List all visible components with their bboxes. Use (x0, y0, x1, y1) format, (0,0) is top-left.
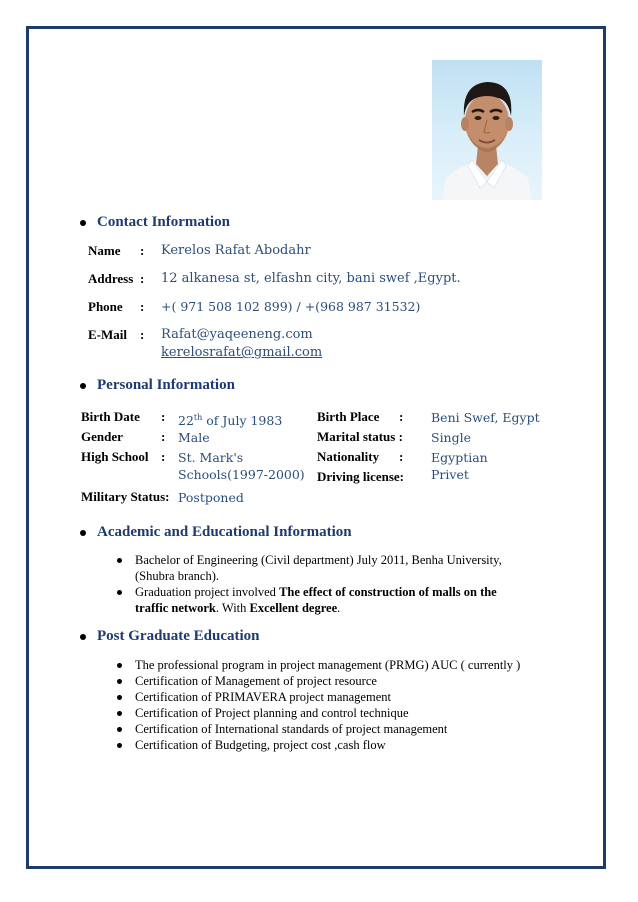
military-label: Military Status: (81, 489, 170, 504)
bullet-icon (80, 530, 86, 536)
section-academic-heading (80, 524, 352, 541)
birth-day-suffix: th (193, 413, 203, 422)
address-label: Address (88, 271, 134, 286)
driving-value: Privet (431, 467, 469, 482)
birth-month-year: of July 1983 (202, 413, 283, 429)
list-item: Certification of Management of project resource (115, 673, 520, 689)
list-item: Certification of Project planning and control technique (115, 705, 520, 721)
name-value: Kerelos Rafat Abodahr (161, 243, 311, 258)
section-title: Personal Information (97, 377, 235, 393)
marital-value: Single (431, 430, 472, 445)
list-item (115, 552, 502, 584)
colon: : (140, 243, 145, 258)
high-school-value-2: Schools(1997-2000) (178, 467, 305, 482)
colon: : (399, 409, 404, 424)
section-title: Contact Information (97, 214, 230, 230)
email-label: E-Mail (88, 327, 127, 342)
gender-label: Gender (81, 429, 123, 444)
bullet-icon (80, 220, 86, 226)
list-item-bold: traffic network (135, 601, 216, 615)
colon: : (161, 429, 166, 444)
birth-place-label: Birth Place (317, 409, 380, 424)
birth-date-value (178, 409, 282, 429)
birth-date-label: Birth Date (81, 409, 140, 424)
address-value: 12 alkanesa st, elfashn city, bani swef ,Egypt. (161, 271, 461, 286)
nationality-value: Egyptian (431, 450, 488, 465)
list-item-text: . With (215, 601, 250, 615)
list-item-bold: The effect of construction of malls on the (279, 585, 497, 599)
marital-label: Marital status : (317, 429, 403, 444)
list-item-bold: Excellent degree (249, 601, 338, 615)
list-item: The professional program in project management (PRMG) AUC ( currently ) (115, 657, 520, 673)
email-link-1[interactable]: Rafat@yaqeeneng.com (161, 327, 313, 342)
list-item-text: . (337, 601, 341, 615)
list-item-text: Bachelor of Engineering (Civil department) July 2011, Benha University, (135, 553, 502, 567)
colon: : (140, 327, 145, 342)
list-item: Certification of International standards of project management (115, 721, 520, 737)
section-title: Academic and Educational Information (97, 524, 352, 540)
section-contact-heading (80, 214, 230, 231)
high-school-value-1: St. Mark's (178, 450, 244, 465)
section-personal-heading (80, 377, 235, 394)
profile-photo (432, 60, 542, 200)
postgrad-list (115, 657, 520, 753)
colon: : (140, 271, 145, 286)
academic-list (115, 552, 502, 616)
nationality-label: Nationality (317, 449, 380, 464)
list-item: Certification of PRIMAVERA project management (115, 689, 520, 705)
email-link-2[interactable]: kerelosrafat@gmail.com (161, 345, 323, 360)
bullet-icon (80, 383, 86, 389)
list-item (115, 584, 502, 616)
colon: : (161, 449, 166, 464)
phone-label: Phone (88, 299, 123, 314)
high-school-label: High School (81, 449, 149, 464)
list-item-text: (Shubra branch). (135, 569, 219, 583)
birth-place-value: Beni Swef, Egypt (431, 410, 540, 425)
name-label: Name (88, 243, 121, 258)
gender-value: Male (178, 430, 210, 445)
driving-label: Driving license: (317, 469, 405, 484)
military-value: Postponed (178, 490, 244, 505)
section-title: Post Graduate Education (97, 628, 260, 644)
birth-day: 22 (178, 413, 194, 429)
list-item-text: Graduation project involved (135, 585, 280, 599)
colon: : (399, 449, 404, 464)
colon: : (161, 409, 166, 424)
phone-value: +( 971 508 102 899) / +(968 987 31532) (161, 299, 421, 314)
colon: : (140, 299, 145, 314)
section-postgrad-heading (80, 628, 260, 645)
bullet-icon (80, 634, 86, 640)
list-item: Certification of Budgeting, project cost ,cash flow (115, 737, 520, 753)
